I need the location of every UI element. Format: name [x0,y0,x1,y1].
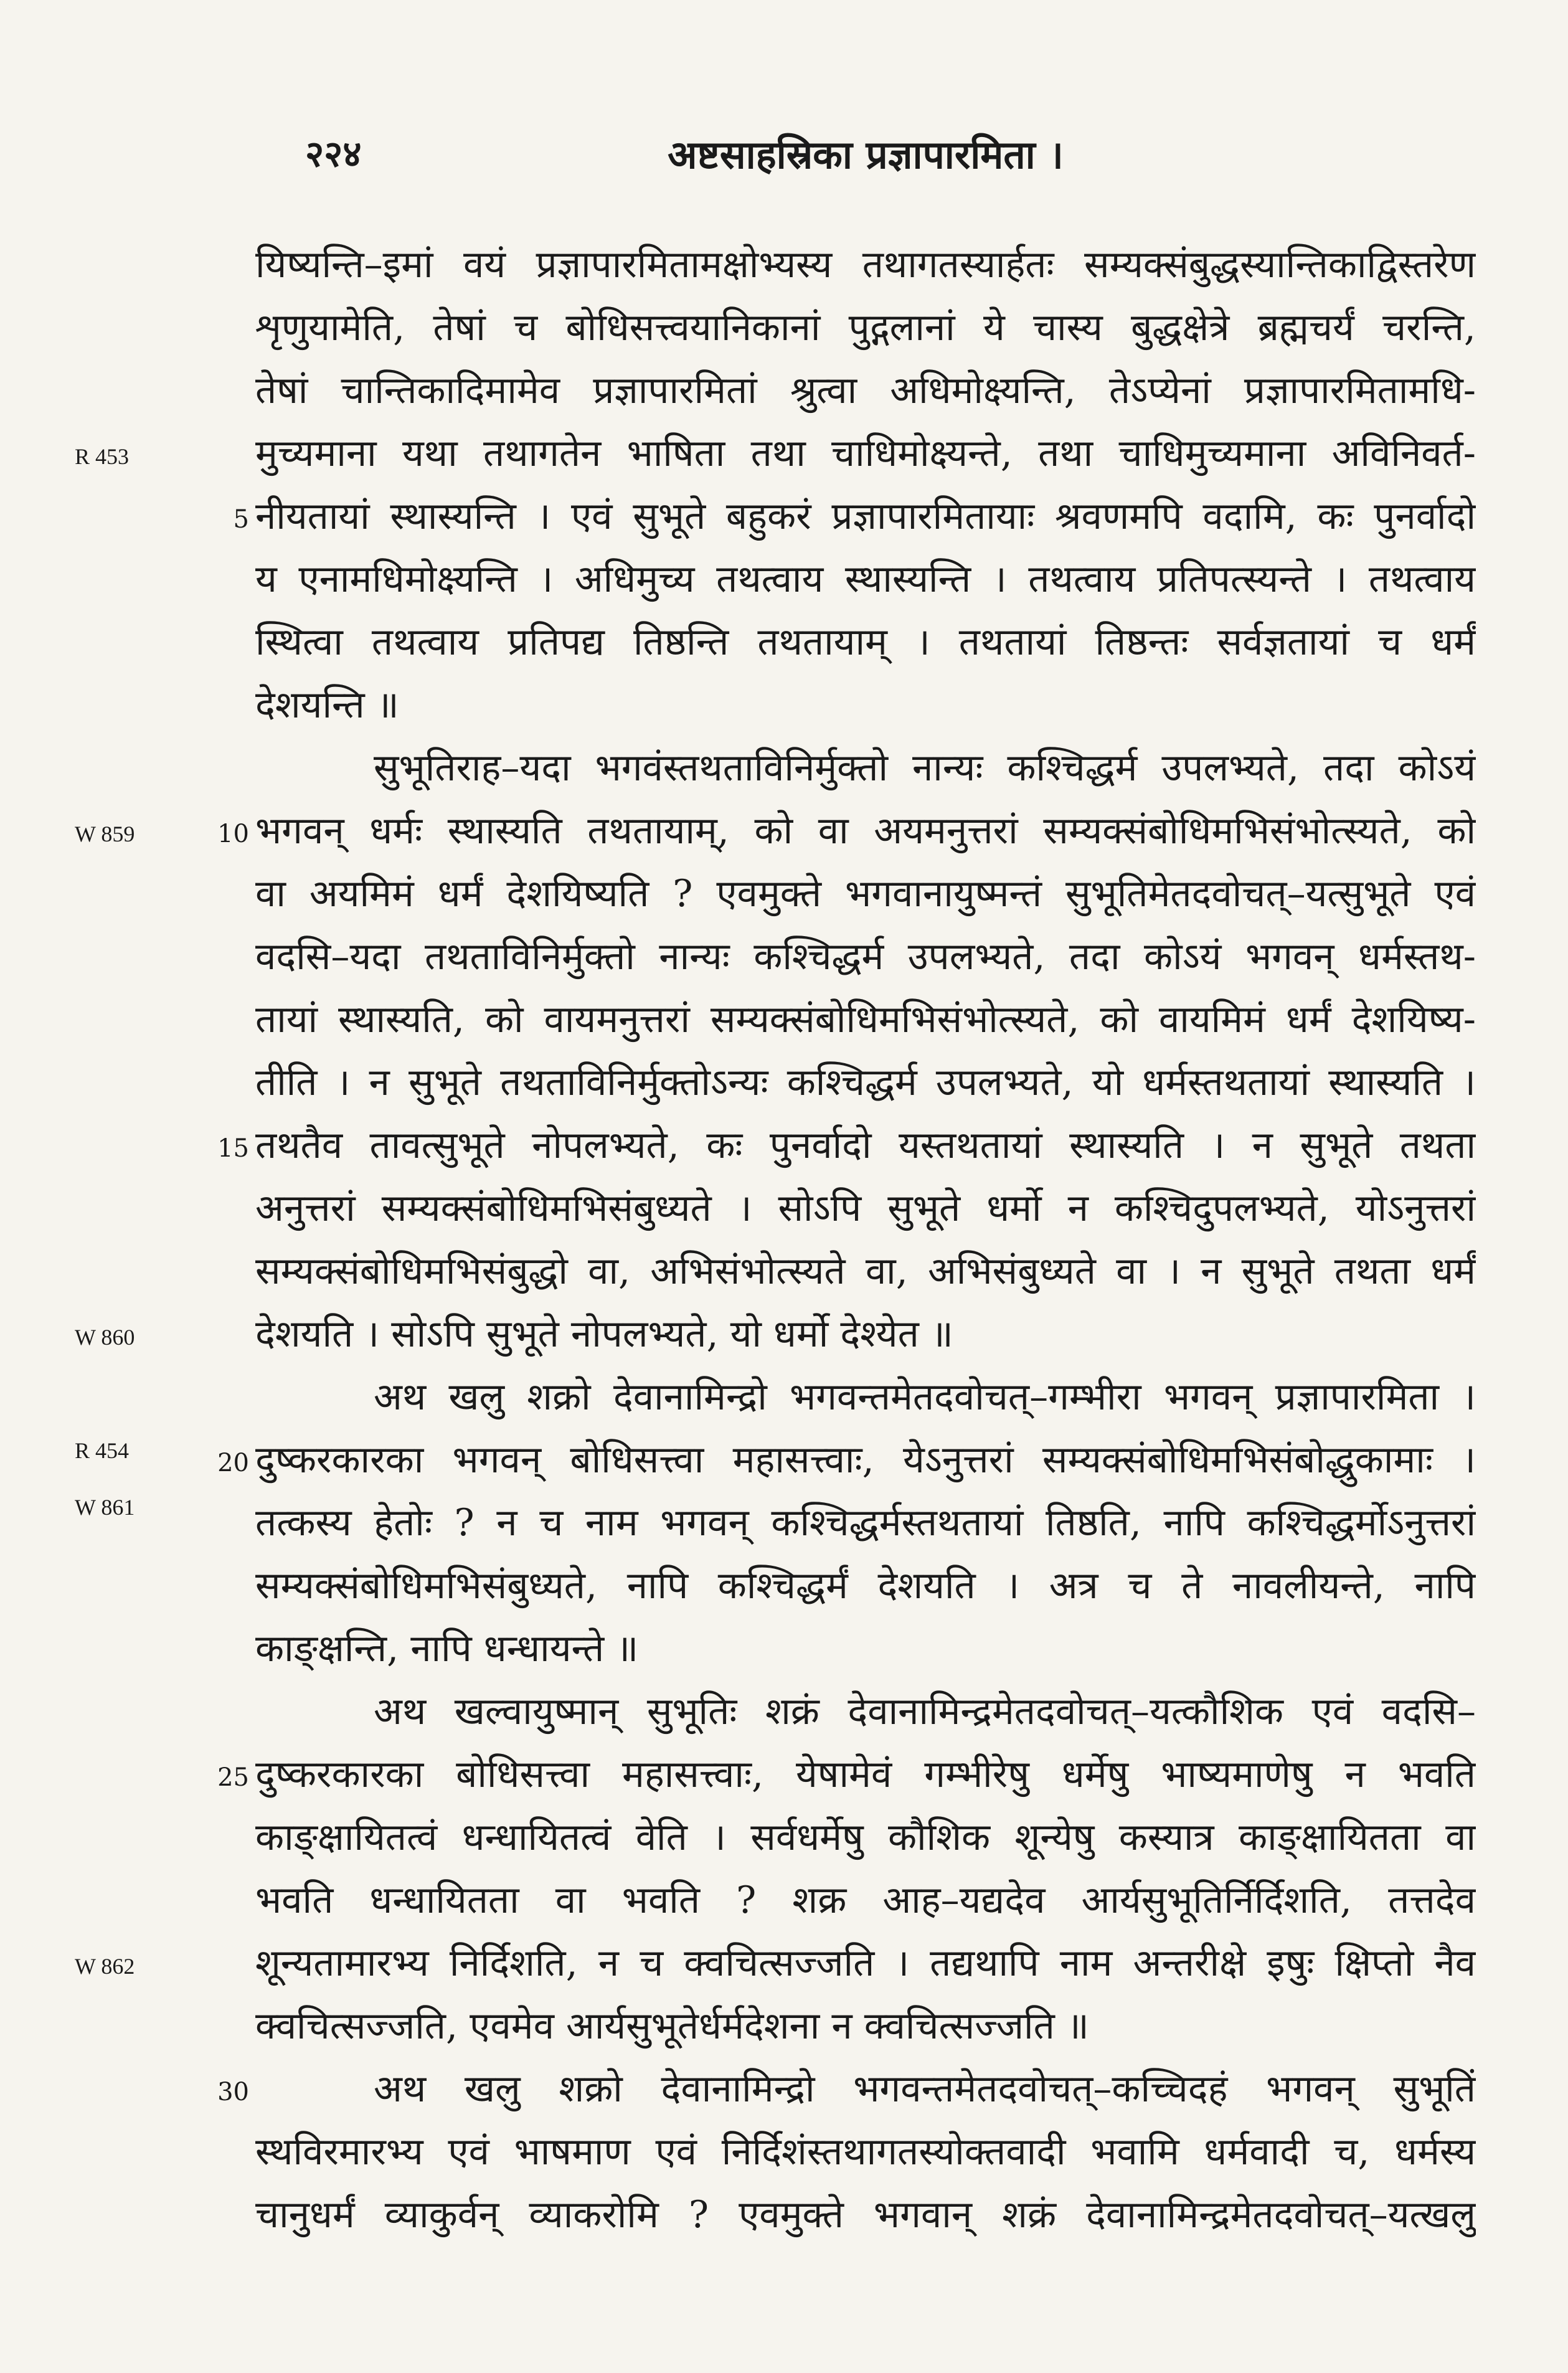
page-header [255,128,1476,190]
running-title: अष्टसाहस्रिका प्रज्ञापारमिता । [668,132,1064,178]
line-number: 20 [217,1449,249,1477]
line-number: 10 [217,820,249,848]
text-line: काङ्क्षायितत्वं धन्धायितत्वं वेति । सर्वधर्मेषु कौशिक शून्येषु कस्यात्र काङ्क्षायितता वा [255,1816,1476,1859]
text-line: तत्कस्य हेतोः ? न च नाम भगवन् कश्चिद्धर्मस्तथतायां तिष्ठति, नापि कश्चिद्धर्मोऽनुत्तरां [255,1501,1476,1545]
margin-reference: W 859 [75,822,135,846]
text-line: देशयति । सोऽपि सुभूते नोपलभ्यते, यो धर्मो देश्येत ॥ [255,1312,953,1356]
text-line: भगवन् धर्मः स्थास्यति तथतायाम्, को वा अयमनुत्तरां सम्यक्संबोधिमभिसंभोत्स्यते, को [255,809,1476,853]
margin-reference: W 862 [75,1954,135,1979]
text-line: देशयन्ति ॥ [255,683,399,727]
text-line: वा अयमिमं धर्मं देशयिष्यति ? एवमुक्ते भगवानायुष्मन्तं सुभूतिमेतदवोचत्–यत्सुभूते एवं [255,872,1476,916]
page-number: २२४ [305,133,362,175]
text-line: क्वचित्सज्जति, एवमेव आर्यसुभूतेर्धर्मदेशना न क्वचित्सज्जति ॥ [255,2004,1089,2048]
text-line: सम्यक्संबोधिमभिसंबुध्यते, नापि कश्चिद्धर्मं देशयति । अत्र च ते नावलीयन्ते, नापि [255,1564,1476,1608]
text-line: दुष्करकारका बोधिसत्त्वा महासत्त्वाः, येषामेवं गम्भीरेषु धर्मेषु भाष्यमाणेषु न भवति [255,1753,1476,1796]
text-line: वदसि–यदा तथताविनिर्मुक्तो नान्यः कश्चिद्धर्म उपलभ्यते, तदा कोऽयं भगवन् धर्मस्तथ- [255,935,1476,978]
text-line: य एनामधिमोक्ष्यन्ति । अधिमुच्य तथत्वाय स्थास्यन्ति । तथत्वाय प्रतिपत्स्यन्ते । तथत्वाय [255,557,1476,601]
line-number: 15 [217,1134,249,1163]
text-line: भवति धन्धायितता वा भवति ? शक्र आह–यद्यदेव आर्यसुभूतिर्निर्दिशति, तत्तदेव [255,1878,1476,1922]
margin-reference: W 860 [75,1325,135,1350]
text-line: सुभूतिराह–यदा भगवंस्तथताविनिर्मुक्तो नान्यः कश्चिद्धर्म उपलभ्यते, तदा कोऽयं [374,746,1476,790]
text-line: दुष्करकारका भगवन् बोधिसत्त्वा महासत्त्वाः, येऽनुत्तरां सम्यक्संबोधिमभिसंबोद्धुकामाः । [255,1438,1476,1482]
text-line: नीयतायां स्थास्यन्ति । एवं सुभूते बहुकरं प्रज्ञापारमितायाः श्रवणमपि वदामि, कः पुनर्वादो [255,495,1476,538]
line-number: 5 [233,505,249,534]
margin-reference: R 453 [75,444,130,469]
text-line: तायां स्थास्यति, को वायमनुत्तरां सम्यक्संबोधिमभिसंभोत्स्यते, को वायमिमं धर्मं देशयिष्य- [255,998,1476,1041]
text-line: स्थित्वा तथत्वाय प्रतिपद्य तिष्ठन्ति तथतायाम् । तथतायां तिष्ठन्तः सर्वज्ञतायां च धर्मं [255,620,1476,664]
text-line: तीति । न सुभूते तथताविनिर्मुक्तोऽन्यः कश्चिद्धर्म उपलभ्यते, यो धर्मस्तथतायां स्थास्यति । [255,1061,1476,1104]
text-line: अथ खलु शक्रो देवानामिन्द्रो भगवन्तमेतदवोचत्–कच्चिदहं भगवन् सुभूतिं [374,2067,1476,2111]
text-line: अथ खलु शक्रो देवानामिन्द्रो भगवन्तमेतदवोचत्–गम्भीरा भगवन् प्रज्ञापारमिता । [374,1375,1476,1419]
text-line: चानुधर्मं व्याकुर्वन् व्याकरोमि ? एवमुक्ते भगवान् शक्रं देवानामिन्द्रमेतदवोचत्–यत्खलु [255,2193,1476,2237]
text-line: यिष्यन्ति–इमां वयं प्रज्ञापारमितामक्षोभ्यस्य तथागतस्यार्हतः सम्यक्संबुद्धस्यान्तिकाद्विस्तरेण [255,243,1476,287]
text-line: अनुत्तरां सम्यक्संबोधिमभिसंबुध्यते । सोऽपि सुभूते धर्मो न कश्चिदुपलभ्यते, योऽनुत्तरां [255,1186,1476,1230]
text-line: तेषां चान्तिकादिमामेव प्रज्ञापारमितां श्रुत्वा अधिमोक्ष्यन्ति, तेऽप्येनां प्रज्ञापारमितामधि- [255,369,1476,412]
margin-reference: W 861 [75,1495,135,1520]
text-line: शून्यतामारभ्य निर्दिशति, न च क्वचित्सज्जति । तद्यथापि नाम अन्तरीक्षे इषुः क्षिप्तो नैव [255,1941,1476,1985]
text-line: अथ खल्वायुष्मान् सुभूतिः शक्रं देवानामिन्द्रमेतदवोचत्–यत्कौशिक एवं वदसि– [374,1690,1476,1733]
text-line: सम्यक्संबोधिमभिसंबुद्धो वा, अभिसंभोत्स्यते वा, अभिसंबुध्यते वा । न सुभूते तथता धर्मं [255,1249,1476,1293]
margin-reference: R 454 [75,1438,130,1463]
text-line: शृणुयामेति, तेषां च बोधिसत्त्वयानिकानां पुद्गलानां ये चास्य बुद्धक्षेत्रे ब्रह्मचर्यं चरन्ति, [255,306,1476,349]
text-line: मुच्यमाना यथा तथागतेन भाषिता तथा चाधिमोक्ष्यन्ते, तथा चाधिमुच्यमाना अविनिवर्त- [255,432,1476,475]
line-number: 30 [217,2078,249,2106]
line-number: 25 [217,1763,249,1792]
text-line: तथतैव तावत्सुभूते नोपलभ्यते, कः पुनर्वादो यस्तथतायां स्थास्यति । न सुभूते तथता [255,1124,1476,1167]
text-line: काङ्क्षन्ति, नापि धन्धायन्ते ॥ [255,1627,639,1670]
text-line: स्थविरमारभ्य एवं भाषमाण एवं निर्दिशंस्तथागतस्योक्तवादी भवामि धर्मवादी च, धर्मस्य [255,2130,1476,2174]
